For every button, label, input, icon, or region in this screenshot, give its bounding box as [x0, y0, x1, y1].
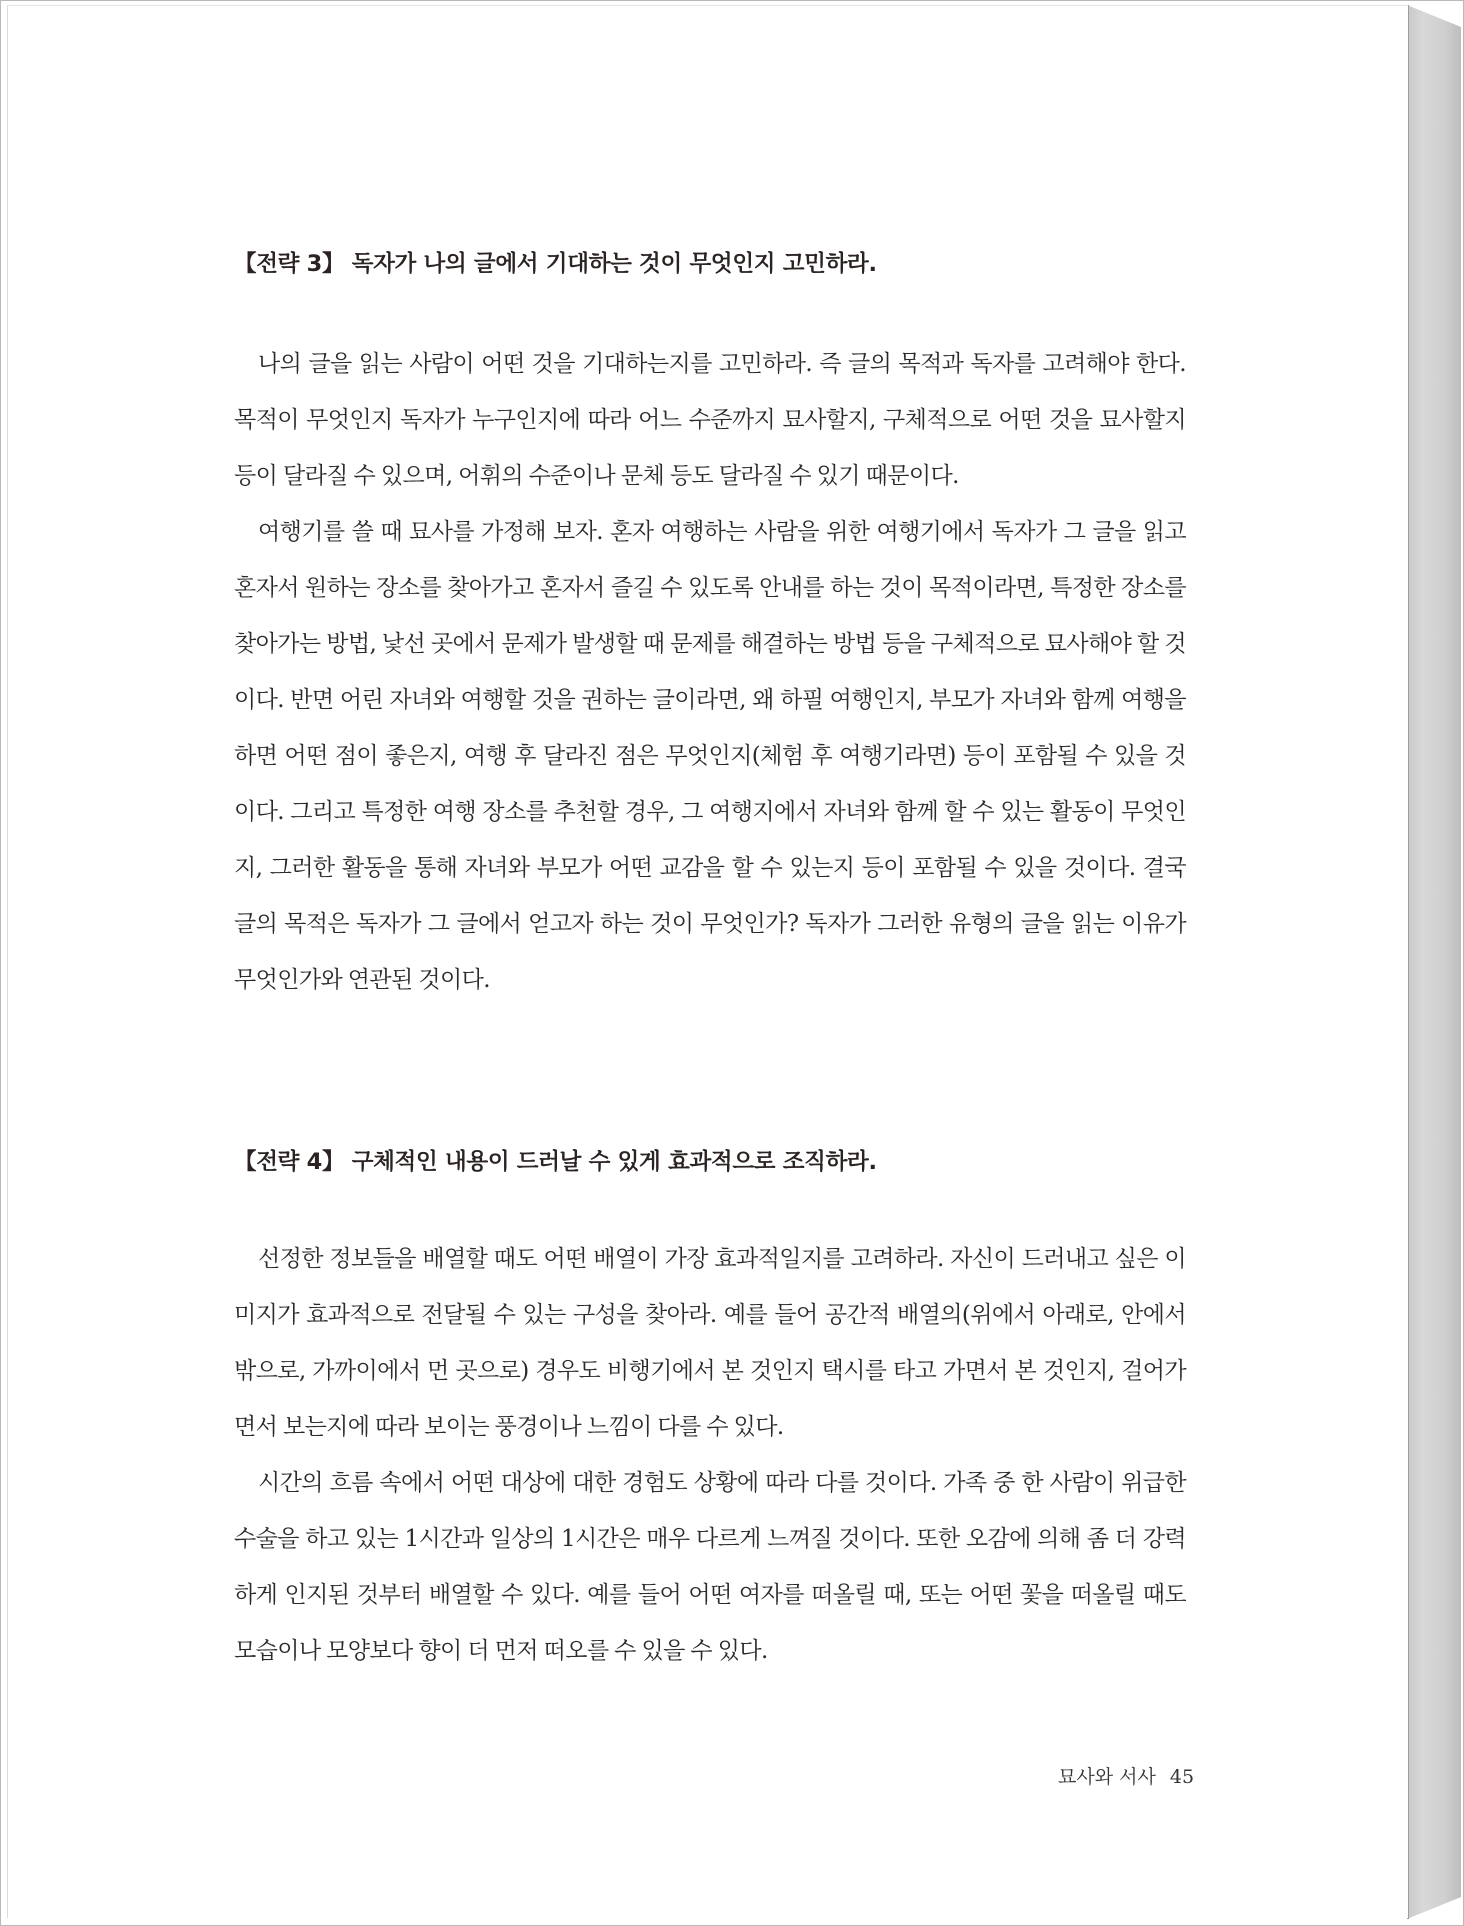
book-page-edges	[1407, 5, 1461, 1919]
page-footer	[1058, 1762, 1194, 1789]
book-page	[7, 5, 1408, 1918]
running-title: 묘사와 서사	[1058, 1766, 1156, 1788]
section-4-paragraph-2: 시간의 흐름 속에서 어떤 대상에 대한 경험도 상황에 따라 다를 것이다. 가족 중 한 사람이 위급한 수술을 하고 있는 1시간과 일상의 1시간은 매우 다르게 느껴질 것이다. 또한 오감에 의해 좀 더 강력하게 인지된 것부터 배열할 수 있다. 예를 들어 어떤 여자를 떠올릴 때, 또는 어떤 꽃을 떠올릴 때도 모습이나 모양보다 향이 더 먼저 떠오를 수 있을 수 있다.	[234, 1470, 1186, 1664]
section-3-paragraph-1: 나의 글을 읽는 사람이 어떤 것을 기대하는지를 고민하라. 즉 글의 목적과 독자를 고려해야 한다. 목적이 무엇인지 독자가 누구인지에 따라 어느 수준까지 묘사할지, 구체적으로 어떤 것을 묘사할지 등이 달라질 수 있으며, 어휘의 수준이나 문체 등도 달라질 수 있기 때문이다.	[234, 351, 1186, 489]
section-3-paragraph-2: 여행기를 쓸 때 묘사를 가정해 보자. 혼자 여행하는 사람을 위한 여행기에서 독자가 그 글을 읽고 혼자서 원하는 장소를 찾아가고 혼자서 즐길 수 있도록 안내를 하는 것이 목적이라면, 특정한 장소를 찾아가는 방법, 낯선 곳에서 문제가 발생할 때 문제를 해결하는 방법 등을 구체적으로 묘사해야 할 것이다. 반면 어린 자녀와 여행할 것을 권하는 글이라면, 왜 하필 여행인지, 부모가 자녀와 함께 여행을 하면 어떤 점이 좋은지, 여행 후 달라진 점은 무엇인지(체험 후 여행기라면) 등이 포함될 수 있을 것이다. 그리고 특정한 여행 장소를 추천할 경우, 그 여행지에서 자녀와 함께 할 수 있는 활동이 무엇인지, 그러한 활동을 통해 자녀와 부모가 어떤 교감을 할 수 있는지 등이 포함될 수 있을 것이다. 결국 글의 목적은 독자가 그 글에서 얻고자 하는 것이 무엇인가? 독자가 그러한 유형의 글을 읽는 이유가 무엇인가와 연관된 것이다.	[234, 519, 1186, 993]
section-3-heading: 【전략 3】 독자가 나의 글에서 기대하는 것이 무엇인지 고민하라.	[234, 251, 877, 277]
section-4-heading: 【전략 4】 구체적인 내용이 드러날 수 있게 효과적으로 조직하라.	[234, 1149, 877, 1175]
page-number: 45	[1169, 1766, 1195, 1788]
section-4-paragraph-1: 선정한 정보들을 배열할 때도 어떤 배열이 가장 효과적일지를 고려하라. 자신이 드러내고 싶은 이미지가 효과적으로 전달될 수 있는 구성을 찾아라. 예를 들어 공간적 배열의(위에서 아래로, 안에서 밖으로, 가까이에서 먼 곳으로) 경우도 비행기에서 본 것인지 택시를 타고 가면서 본 것인지, 걸어가면서 보는지에 따라 보이는 풍경이나 느낌이 다를 수 있다.	[234, 1246, 1186, 1440]
